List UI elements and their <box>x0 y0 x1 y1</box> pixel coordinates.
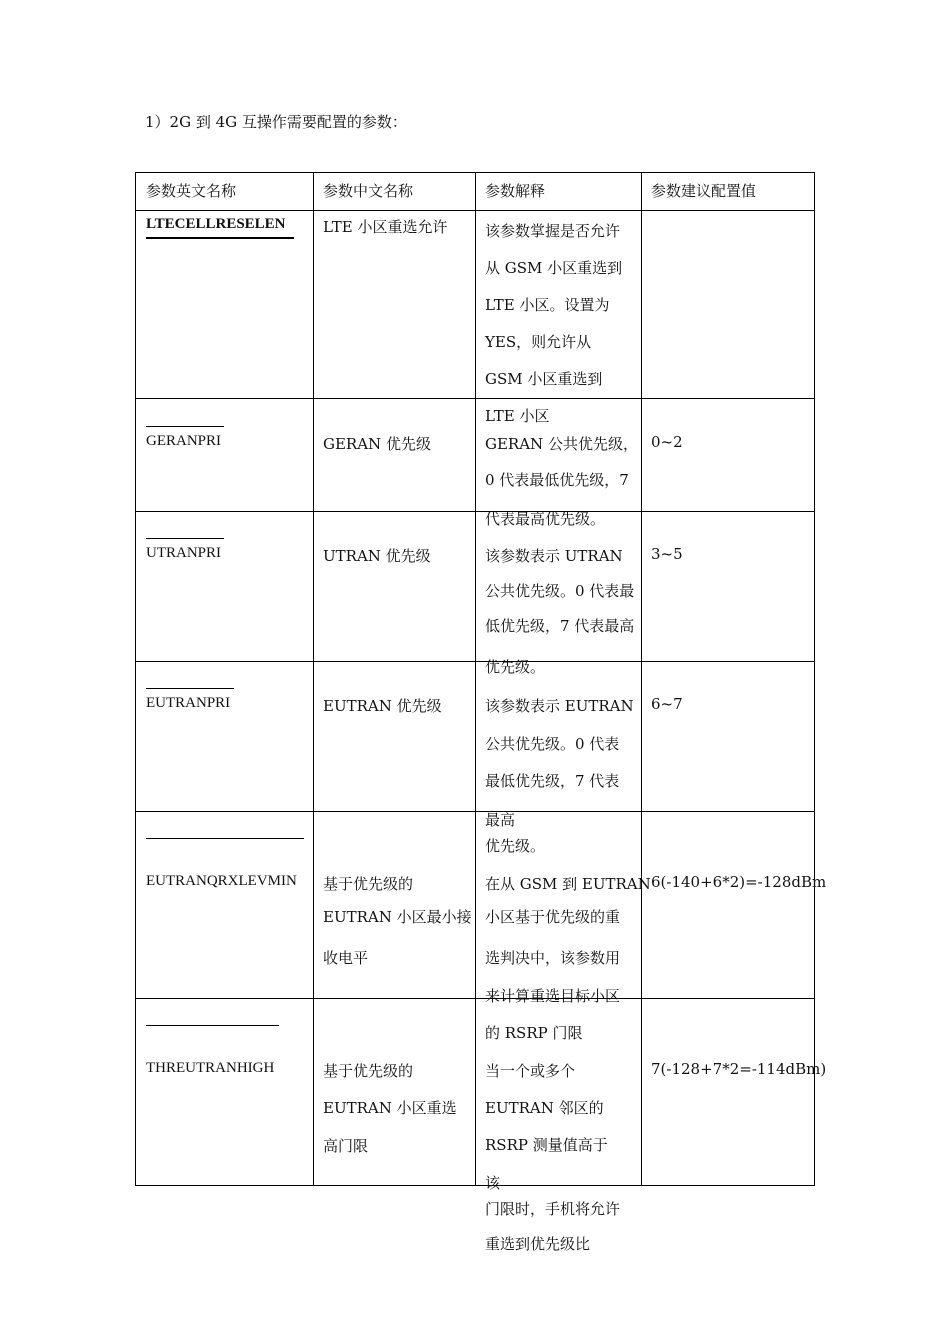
param-desc-line: 在从 GSM 到 EUTRAN <box>485 875 651 893</box>
param-desc-line: 门限时，手机将允许 <box>485 1200 621 1218</box>
param-value: 7(-128+7*2=-114dBm) <box>651 1060 827 1078</box>
param-en-name: EUTRANQRXLEVMIN <box>146 873 297 889</box>
param-desc-line: EUTRAN 邻区的 <box>485 1099 604 1117</box>
section-heading: 1）2G 到 4G 互操作需要配置的参数： <box>145 113 407 131</box>
param-desc-line: GERAN 公共优先级， <box>485 435 638 453</box>
param-zh-name: GERAN 优先级 <box>323 435 431 453</box>
param-desc-line: GSM 小区重选到 <box>485 370 603 388</box>
param-value: 6~7 <box>651 695 683 713</box>
param-desc-line: 重选到优先级比 <box>485 1235 591 1253</box>
param-desc-line: 来计算重选目标小区 <box>485 987 621 1005</box>
param-value: 3~5 <box>651 545 683 563</box>
param-desc-line: YES，则允许从 <box>485 333 592 351</box>
param-desc-line: 优先级。 <box>485 658 546 676</box>
param-en-name: LTECELLRESELEN <box>146 216 286 232</box>
param-en-name: GERANPRI <box>146 433 222 449</box>
param-zh-name: 基于优先级的 <box>323 1062 414 1080</box>
param-zh-name: EUTRAN 小区重选 <box>323 1099 457 1117</box>
param-zh-name: LTE 小区重选允许 <box>323 218 448 236</box>
param-value: 6(-140+6*2)=-128dBm <box>651 873 827 891</box>
param-desc-line: 代表最高优先级。 <box>485 510 606 528</box>
param-zh-name: 收电平 <box>323 949 369 967</box>
param-desc-line: 选判决中，该参数用 <box>485 949 621 967</box>
param-desc-line: 该参数掌握是否允许 <box>485 222 621 240</box>
param-desc-line: 小区基于优先级的重 <box>485 908 621 926</box>
parameter-table <box>135 172 827 1253</box>
param-zh-name: 高门限 <box>323 1137 369 1155</box>
param-desc-line: 从 GSM 小区重选到 <box>485 259 623 277</box>
header-description: 参数解释 <box>485 182 546 200</box>
param-desc-line: 最高 <box>485 811 516 829</box>
param-zh-name: EUTRAN 小区最小接 <box>323 908 472 926</box>
param-desc-line: RSRP 测量值高于 <box>485 1136 608 1154</box>
param-zh-name: UTRAN 优先级 <box>323 547 431 565</box>
param-desc-line: 该参数表示 UTRAN <box>485 547 623 565</box>
param-value: 0~2 <box>651 433 683 451</box>
param-desc-line: 的 RSRP 门限 <box>485 1024 583 1042</box>
param-zh-name: 基于优先级的 <box>323 875 414 893</box>
param-en-name: THREUTRANHIGH <box>146 1060 275 1076</box>
param-desc-line: LTE 小区。设置为 <box>485 296 610 314</box>
param-desc-line: 优先级。 <box>485 837 546 855</box>
param-desc-line: 公共优先级。0 代表最 <box>485 582 635 600</box>
header-recommended-value: 参数建议配置值 <box>651 182 757 200</box>
param-desc-line: 公共优先级。0 代表 <box>485 735 620 753</box>
param-en-name: UTRANPRI <box>146 545 222 561</box>
param-en-name: EUTRANPRI <box>146 695 231 711</box>
param-desc-line: 该 <box>485 1174 501 1192</box>
header-chinese-name: 参数中文名称 <box>323 182 414 200</box>
param-desc-line: 最低优先级，7 代表 <box>485 772 620 790</box>
param-desc-line: 低优先级，7 代表最高 <box>485 617 635 635</box>
param-desc-line: 当一个或多个 <box>485 1062 576 1080</box>
param-desc-line: 该参数表示 EUTRAN <box>485 697 634 715</box>
param-zh-name: EUTRAN 优先级 <box>323 697 442 715</box>
param-desc-line: 0 代表最低优先级，7 <box>485 471 629 489</box>
header-english-name: 参数英文名称 <box>146 182 237 200</box>
param-desc-line: LTE 小区 <box>485 407 550 425</box>
